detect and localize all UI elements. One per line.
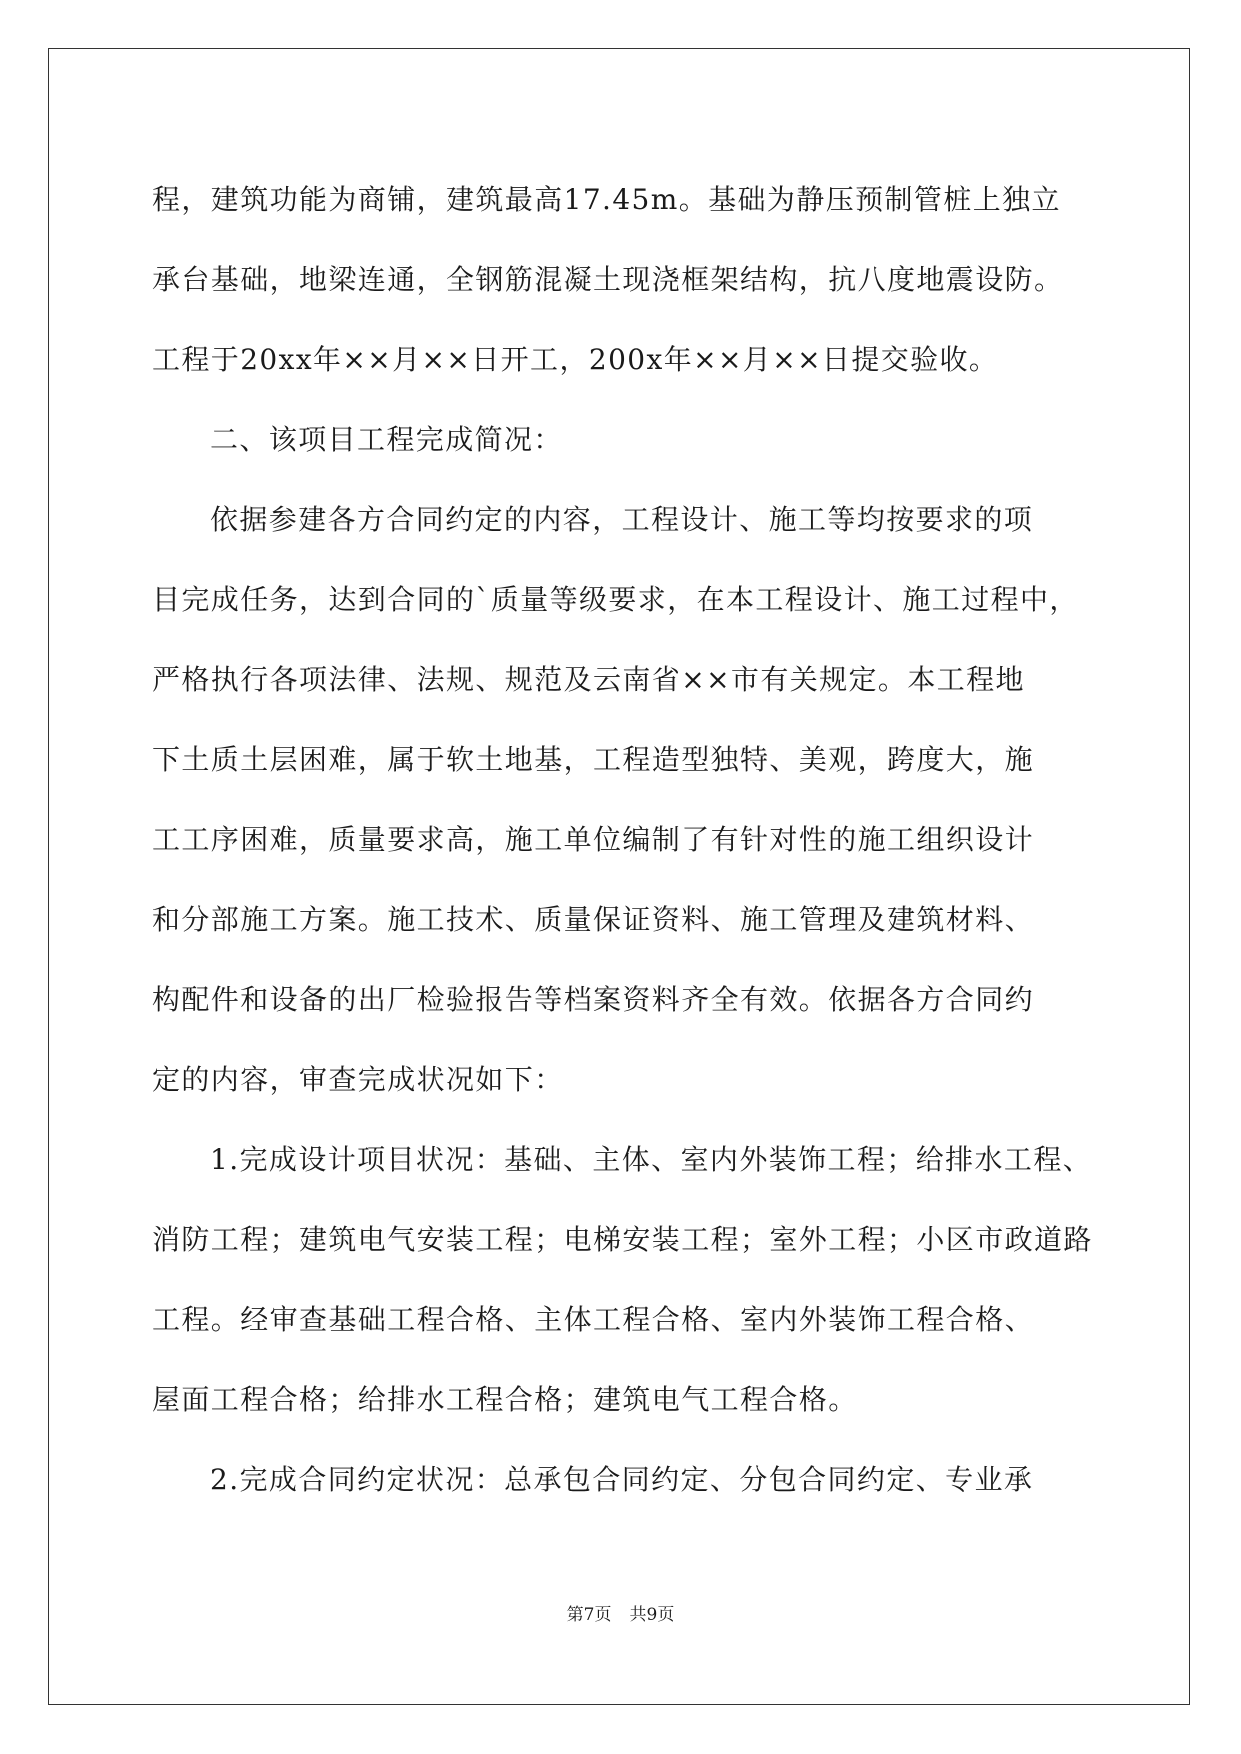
paragraph-line: 屋面工程合格；给排水工程合格；建筑电气工程合格。 [152, 1383, 858, 1416]
paragraph-line: 工程。经审查基础工程合格、主体工程合格、室内外装饰工程合格、 [152, 1303, 1035, 1336]
list-item-line: 2.完成合同约定状况：总承包合同约定、分包合同约定、专业承 [210, 1463, 1034, 1496]
paragraph-line: 消防工程；建筑电气安装工程；电梯安装工程；室外工程；小区市政道路 [152, 1223, 1093, 1256]
paragraph-line: 承台基础，地梁连通，全钢筋混凝土现浇框架结构，抗八度地震设防。 [152, 263, 1064, 296]
paragraph-line: 依据参建各方合同约定的内容，工程设计、施工等均按要求的项 [210, 503, 1034, 536]
paragraph-line: 构配件和设备的出厂检验报告等档案资料齐全有效。依据各方合同约 [152, 983, 1035, 1016]
paragraph-line: 程，建筑功能为商铺，建筑最高17.45m。基础为静压预制管桩上独立 [152, 183, 1061, 216]
paragraph-line: 目完成任务，达到合同的`质量等级要求，在本工程设计、施工过程中， [152, 583, 1079, 616]
paragraph-line: 和分部施工方案。施工技术、质量保证资料、施工管理及建筑材料、 [152, 903, 1035, 936]
page-number-total: 共9页 [629, 1605, 675, 1625]
page-footer [0, 1600, 1241, 1625]
list-item-line: 1.完成设计项目状况：基础、主体、室内外装饰工程；给排水工程、 [210, 1143, 1093, 1176]
paragraph-line: 工程于20xx年××月××日开工，200x年××月××日提交验收。 [152, 343, 999, 376]
section-heading: 二、该项目工程完成简况： [210, 423, 563, 456]
paragraph-line: 工工序困难，质量要求高，施工单位编制了有针对性的施工组织设计 [152, 823, 1035, 856]
page-number-current: 第7页 [566, 1605, 612, 1625]
document-body [152, 160, 1092, 1520]
paragraph-line: 严格执行各项法律、法规、规范及云南省××市有关规定。本工程地 [152, 663, 1025, 696]
paragraph-line: 下土质土层困难，属于软土地基，工程造型独特、美观，跨度大，施 [152, 743, 1035, 776]
paragraph-line: 定的内容，审查完成状况如下： [152, 1063, 564, 1096]
